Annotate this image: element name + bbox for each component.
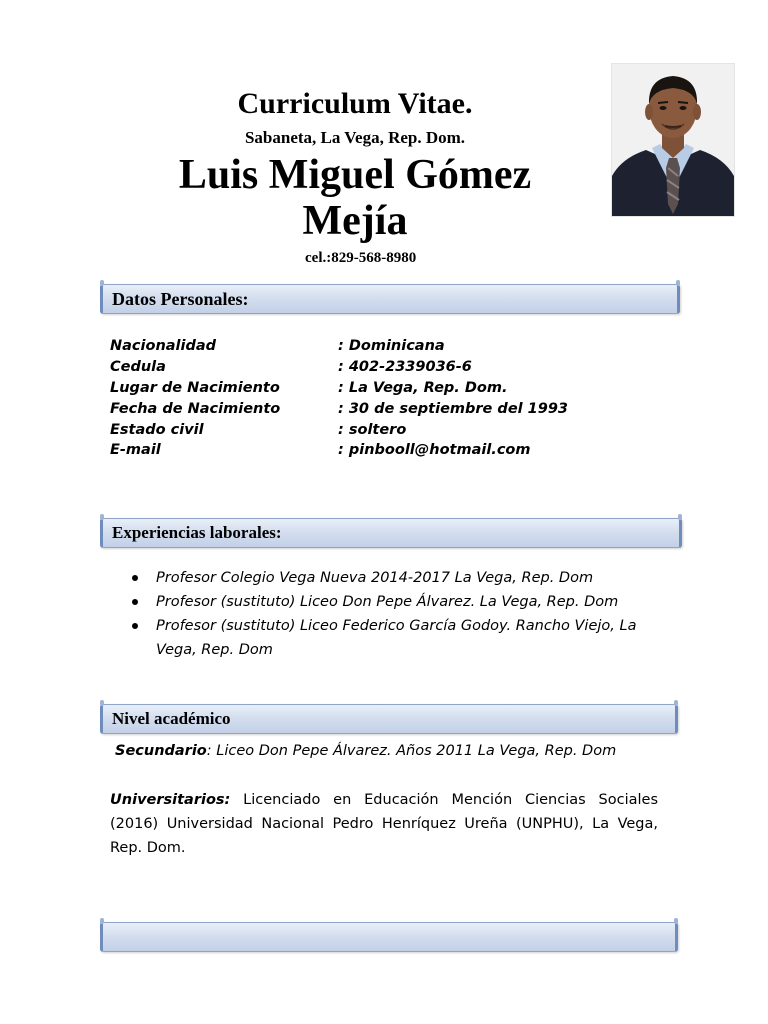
section-banner-personal [100, 284, 680, 314]
personal-value: : 30 de septiembre del 1993 [338, 401, 569, 417]
personal-label: Lugar de Nacimiento [110, 380, 280, 396]
experience-text: Profesor Colegio Vega Nueva 2014-2017 La Vega, Rep. Dom [156, 570, 594, 586]
cv-location: Sabaneta, La Vega, Rep. Dom. [244, 128, 466, 147]
section-banner-empty [100, 922, 678, 952]
academic-university [110, 788, 658, 860]
list-item [130, 566, 660, 590]
personal-value: : Dominicana [338, 338, 445, 354]
personal-label: Fecha de Nacimiento [110, 401, 281, 417]
personal-label: Estado civil [110, 422, 204, 438]
academic-university-label: Universitarios: [110, 792, 231, 808]
portrait-photo-icon [612, 64, 734, 216]
bullet-icon [132, 623, 138, 629]
section-banner-experience [100, 518, 682, 548]
section-title-academic: Nivel académico [112, 709, 231, 728]
academic-secondary-text: : Liceo Don Pepe Álvarez. Años 2011 La Vega, Rep. Dom [206, 743, 617, 759]
personal-label: Cedula [110, 359, 166, 375]
section-banner-academic [100, 704, 678, 734]
personal-label: E-mail [110, 442, 161, 458]
cv-name: Luis Miguel Gómez Mejía [178, 152, 532, 244]
experience-list [130, 566, 660, 662]
personal-value: : 402-2339036-6 [338, 359, 472, 375]
personal-value: : La Vega, Rep. Dom. [338, 380, 508, 396]
academic-secondary [115, 740, 675, 762]
list-item [130, 614, 660, 662]
academic-secondary-label: Secundario [115, 743, 207, 759]
list-item [130, 590, 660, 614]
bullet-icon [132, 599, 138, 605]
section-title-personal: Datos Personales: [112, 289, 249, 309]
academic-university-text: Licenciado en Educación Mención Ciencias Sociales (2016) Universidad Nacional Pedro Henríquez Ureña (UNPHU), La Vega, Rep. Dom. [110, 792, 658, 856]
cv-title: Curriculum Vitae. [237, 87, 473, 120]
experience-text: Profesor (sustituto) Liceo Federico García Godoy. Rancho Viejo, La Vega, Rep. Dom [156, 618, 637, 658]
bullet-icon [132, 575, 138, 581]
personal-label: Nacionalidad [110, 338, 217, 354]
cv-phone: cel.:829-568-8980 [305, 250, 417, 266]
personal-value: : soltero [338, 422, 407, 438]
personal-value: : pinbooll@hotmail.com [338, 442, 531, 458]
section-title-experience: Experiencias laborales: [112, 523, 282, 542]
experience-text: Profesor (sustituto) Liceo Don Pepe Álvarez. La Vega, Rep. Dom [156, 594, 619, 610]
